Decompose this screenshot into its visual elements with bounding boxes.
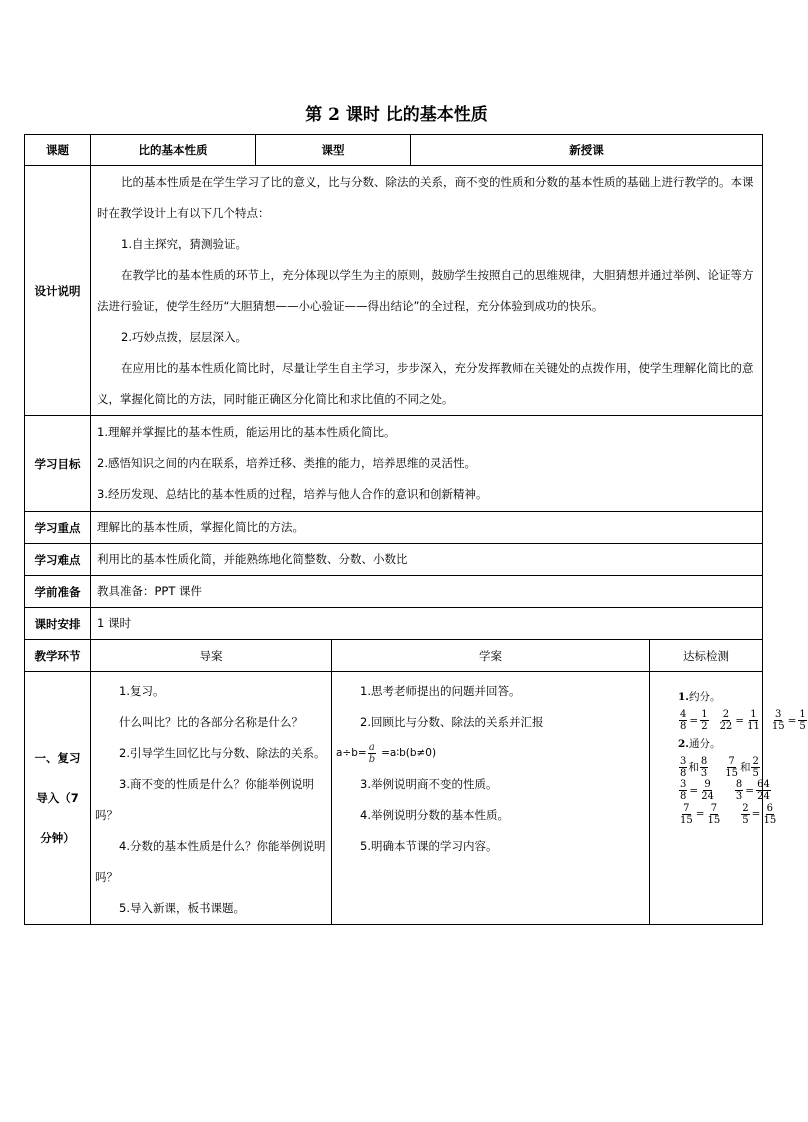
section1-label-line-1: 一、复习 [34, 751, 81, 765]
goal-item-3: 3.经历发现、总结比的基本性质的过程，培养与他人合作的意识和创新精神。 [97, 487, 488, 501]
goals-row [25, 416, 763, 512]
formula-left: a÷b= [336, 747, 367, 759]
focus-row [25, 512, 763, 544]
page-title: 第 2 课时 比的基本性质 [305, 105, 488, 125]
header-guide: 导案 [91, 640, 332, 672]
header-check: 达标检测 [650, 640, 763, 672]
fraction: $\frac{1}{11}$ [747, 709, 760, 732]
header-study: 学案 [332, 640, 650, 672]
fraction: $\frac{8}{3}$ [735, 779, 743, 802]
study-formula [336, 738, 645, 769]
exercise-1-row: $\frac{4}{8}$ = $\frac{1}{2}$ $\frac{2}{22}$ = $\frac{1}{11}$ $\frac{3}{15}$ = $\frac{1}{5}$ [680, 709, 806, 732]
design-para-4: 2.巧妙点拨，层层深入。 [121, 329, 247, 344]
exercise-1-heading: 1.约分。 [678, 691, 721, 703]
type-value: 新授课 [411, 135, 763, 166]
study-line-1: 1.思考老师提出的问题并回答。 [360, 684, 521, 698]
label-goals: 学习目标 [25, 416, 91, 512]
design-para-1: 比的基本性质是在学生学习了比的意义，比与分数、除法的关系，商不变的性质和分数的基本性质的基础上进行教学的。本课时在教学设计上有以下几个特点： [97, 174, 754, 220]
study-line-4: 3.举例说明商不变的性质。 [360, 777, 498, 791]
fraction: $\frac{8}{3}$ [700, 755, 708, 779]
topic-row [25, 135, 763, 166]
label-type: 课型 [256, 135, 411, 166]
formula-fraction: $\frac{a}{b}$ [368, 741, 376, 765]
header-row [25, 640, 763, 672]
fraction: $\frac{2}{22}$ [719, 709, 733, 732]
section1-guide [91, 672, 332, 925]
study-line-5: 4.举例说明分数的基本性质。 [360, 808, 509, 822]
design-para-2: 1.自主探究，猜测验证。 [121, 236, 247, 251]
schedule-text: 1 课时 [91, 608, 763, 640]
guide-line-3: 2.引导学生回忆比与分数、除法的关系。 [119, 746, 326, 760]
exercise-2-row-1: $\frac{3}{8}$ 和 $\frac{8}{3}$ $\frac{7}{15}$ 和 $\frac{2}{5}$ [680, 755, 759, 779]
fraction: $\frac{1}{2}$ [701, 709, 708, 732]
fraction: $\frac{64}{24}$ [757, 779, 770, 802]
fraction: $\frac{7}{15}$ [680, 802, 693, 826]
guide-line-1: 1.复习。 [119, 684, 165, 698]
guide-line-4: 3.商不变的性质是什么？你能举例说明吗？ [95, 777, 314, 822]
guide-line-2: 什么叫比？比的各部分名称是什么？ [119, 715, 303, 729]
fraction: $\frac{1}{5}$ [799, 709, 806, 732]
goal-item-2: 2.感悟知识之间的内在联系，培养迁移、类推的能力，培养思维的灵活性。 [97, 456, 476, 470]
fraction: $\frac{7}{15}$ [707, 802, 721, 826]
study-line-2: 2.回顾比与分数、除法的关系并汇报 [360, 715, 544, 729]
fraction: $\frac{6}{15}$ [763, 802, 777, 826]
section1-check [650, 672, 806, 925]
fraction: $\frac{2}{5}$ [742, 802, 749, 826]
label-design: 设计说明 [25, 166, 91, 416]
label-prep: 学前准备 [25, 576, 91, 608]
section1-study [332, 672, 650, 925]
focus-text: 理解比的基本性质，掌握化简比的方法。 [91, 512, 763, 544]
section1-row [25, 672, 763, 925]
fraction: $\frac{4}{8}$ [680, 709, 687, 732]
guide-line-5: 4.分数的基本性质是什么？你能举例说明吗？ [95, 839, 326, 884]
difficulty-row [25, 544, 763, 576]
topic-value: 比的基本性质 [91, 135, 256, 166]
section1-label-line-3: 分钟） [40, 831, 75, 845]
fraction: $\frac{2}{5}$ [752, 755, 759, 779]
label-difficulty: 学习难点 [25, 544, 91, 576]
label-schedule: 课时安排 [25, 608, 91, 640]
fraction: $\frac{9}{24}$ [701, 779, 714, 802]
fraction: $\frac{7}{15}$ [725, 755, 738, 779]
fraction: $\frac{3}{8}$ [680, 779, 687, 802]
design-content [91, 166, 763, 416]
design-para-5: 在应用比的基本性质化简比时，尽量让学生自主学习，步步深入，充分发挥教师在关键处的点拨作用，使学生理解化简比的意义，掌握化简比的方法，同时能正确区分化简比和求比值的不同之处。 [97, 360, 754, 406]
difficulty-text: 利用比的基本性质化简，并能熟练地化简整数、分数、小数比 [91, 544, 763, 576]
prep-text: 教具准备：PPT 课件 [91, 576, 763, 608]
lesson-plan-table [24, 134, 806, 925]
goals-content [91, 416, 763, 512]
label-stage: 教学环节 [25, 640, 91, 672]
prep-row [25, 576, 763, 608]
exercise-2-heading: 2.通分。 [678, 737, 721, 750]
schedule-row [25, 608, 763, 640]
goal-item-1: 1.理解并掌握比的基本性质，能运用比的基本性质化简比。 [97, 425, 396, 439]
exercise-2-row-2: $\frac{3}{8}$ = $\frac{9}{24}$ $\frac{8}{3}$ = $\frac{64}{24}$ [680, 779, 770, 802]
label-focus: 学习重点 [25, 512, 91, 544]
exercise-2-row-3: $\frac{7}{15}$ = $\frac{7}{15}$ $\frac{2}{5}$ = $\frac{6}{15}$ [680, 802, 777, 826]
guide-line-6: 5.导入新课，板书课题。 [119, 901, 245, 915]
fraction: $\frac{3}{8}$ [680, 755, 687, 779]
formula-right: =a∶b(b≠0) [381, 747, 437, 759]
design-row [25, 166, 763, 416]
section1-label [25, 672, 91, 925]
study-line-6: 5.明确本节课的学习内容。 [360, 839, 498, 853]
design-para-3: 在教学比的基本性质的环节上，充分体现以学生为主的原则，鼓励学生按照自己的思维规律，大胆猜想并通过举例、论证等方法进行验证，使学生经历“大胆猜想——小心验证——得出结论”的全过程，充分体验到成功的快乐。 [97, 267, 754, 313]
label-topic: 课题 [25, 135, 91, 166]
fraction: $\frac{3}{15}$ [771, 709, 785, 732]
section1-label-line-2: 导入（7 [36, 791, 79, 805]
